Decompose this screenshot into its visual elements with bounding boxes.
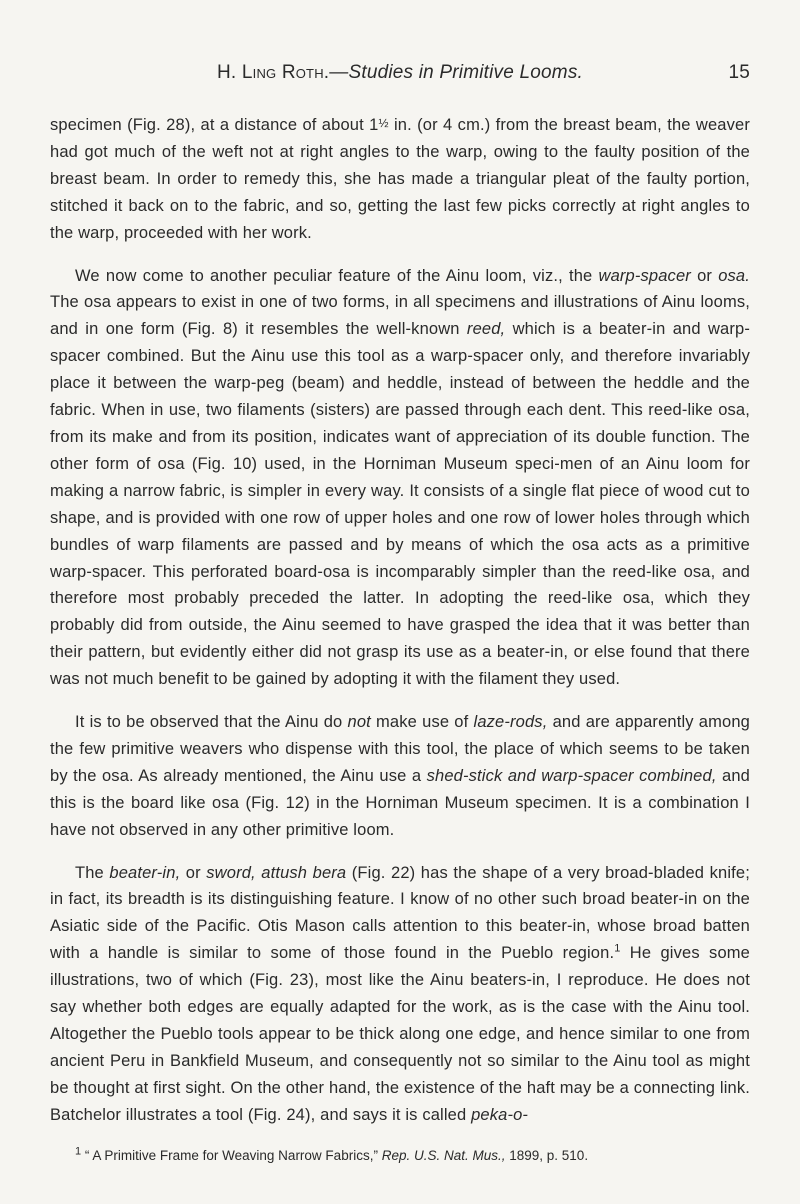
text-run: or: [690, 266, 719, 285]
italic-run: sword, attush bera: [206, 863, 347, 882]
italic-run: beater-in,: [109, 863, 181, 882]
text-run: It is to be observed that the Ainu do: [75, 713, 348, 732]
author-name: H. Ling Roth.: [216, 62, 330, 83]
text-run: He gives some illustrations, two of which (Fig. 23), most like the Ainu beaters-in, I reproduce. He does not say whether both edges are equally adapted for the work, as is the case with the Ainu tool. Altogether the Pueblo tools appear to be thick along one edge, and hence similar to one from ancient Peru in Bankfield Museum, and consequently not so similar to the Ainu tool as might be thought at first sight. On the other hand, the existence of the haft may be a connecting link. Batchelor illustrates a tool (Fig. 24), and says it is called: [50, 944, 750, 1124]
title-dash: —: [329, 62, 349, 83]
footnote-ref: 1: [614, 942, 621, 955]
italic-run: not: [347, 713, 371, 732]
body-text: [50, 110, 750, 1145]
italic-run: osa.: [718, 266, 750, 285]
italic-run: warp-spacer: [598, 266, 691, 285]
text-run: The osa appears to exist in one of two forms, in all specimens and illustrations of Ainu looms, and in one form (Fig. 8) it resembles the well-known: [50, 293, 750, 339]
paragraph: [50, 860, 750, 1129]
text-run: and this is the board like osa (Fig. 12) in the Horniman Museum specimen. It is a combination I have not observed in any other primitive loom.: [50, 766, 750, 839]
article-title: Studies in Primitive Looms.: [348, 62, 584, 83]
italic-run: peka-o-: [471, 1105, 529, 1124]
text-run: 1899, p. 510.: [505, 1148, 589, 1163]
paragraph: [50, 263, 750, 694]
text-run: “ A Primitive Frame for Weaving Narrow Fabrics,”: [81, 1148, 382, 1163]
footnote-marker: 1: [75, 1145, 82, 1158]
fraction: ½: [378, 116, 389, 130]
running-title: [50, 62, 750, 84]
italic-run: reed,: [466, 320, 506, 339]
footnote: [50, 1147, 750, 1165]
text-run: (Fig. 22) has the shape of a very broad-bladed knife; in fact, its breadth is its distinguishing feature. I know of no other such broad beater-in on the Asiatic side of the Pacific. Otis Mason calls attention to this beater-in, whose broad batten with a handle is similar to some of those found in the Pueblo region.: [50, 863, 750, 963]
paragraph: [50, 110, 750, 247]
text-run: specimen (Fig. 28), at a distance of about 1: [50, 116, 379, 134]
footnote-text: [81, 1148, 588, 1163]
text-run: and are apparently among the few primitive weavers who dispense with this tool, the place of which seems to be taken by the osa. As already mentioned, the Ainu use a: [50, 713, 751, 785]
paragraph: [50, 709, 750, 844]
text-run: make use of: [370, 713, 474, 732]
text-run: The: [75, 863, 110, 882]
text-run: in. (or 4 cm.) from the breast beam, the weaver had got much of the weft not at right angles to the warp, owing to the faulty position of the breast beam. In order to remedy this, she has made a triangular pleat of the faulty portion, stitched it back on to the fabric, and so, getting the last few picks correctly at right angles to the warp, proceeded with her work.: [50, 116, 750, 242]
italic-run: shed-stick and warp-spacer combined,: [426, 766, 717, 785]
text-run: or: [180, 863, 207, 882]
page-number: 15: [728, 62, 750, 83]
text-run: which is a beater-in and warp-spacer combined. But the Ainu use this tool as a warp-spacer only, and therefore invariably place it between the warp-peg (beam) and heddle, instead of between the heddle and the fabric. When in use, two filaments (sisters) are passed through each dent. This reed-like osa, from its make and from its position, indicates want of appreciation of its double function. The other form of osa (Fig. 10) used, in the Horniman Museum speci-men of an Ainu loom for making a narrow fabric, is simpler in every way. It consists of a single flat piece of wood cut to shape, and is provided with one row of upper holes and one row of lower holes through which bundles of warp filaments are passed and by means of which the osa acts as a primitive warp-spacer. This perforated board-osa is incomparably simpler than the reed-like osa, and therefore most probably preceded the latter. In adopting the reed-like osa, which they probably did from outside, the Ainu seemed to have grasped the idea that it was better than their pattern, but evidently either did not grasp its use as a beater-in, or else found that there was not much benefit to be gained by adopting it with the filament they used.: [50, 320, 751, 689]
italic-run: Rep. U.S. Nat. Mus.,: [381, 1148, 506, 1163]
running-head: [50, 62, 750, 88]
text-run: We now come to another peculiar feature of the Ainu loom, viz., the: [75, 266, 599, 285]
italic-run: laze-rods,: [473, 713, 548, 732]
